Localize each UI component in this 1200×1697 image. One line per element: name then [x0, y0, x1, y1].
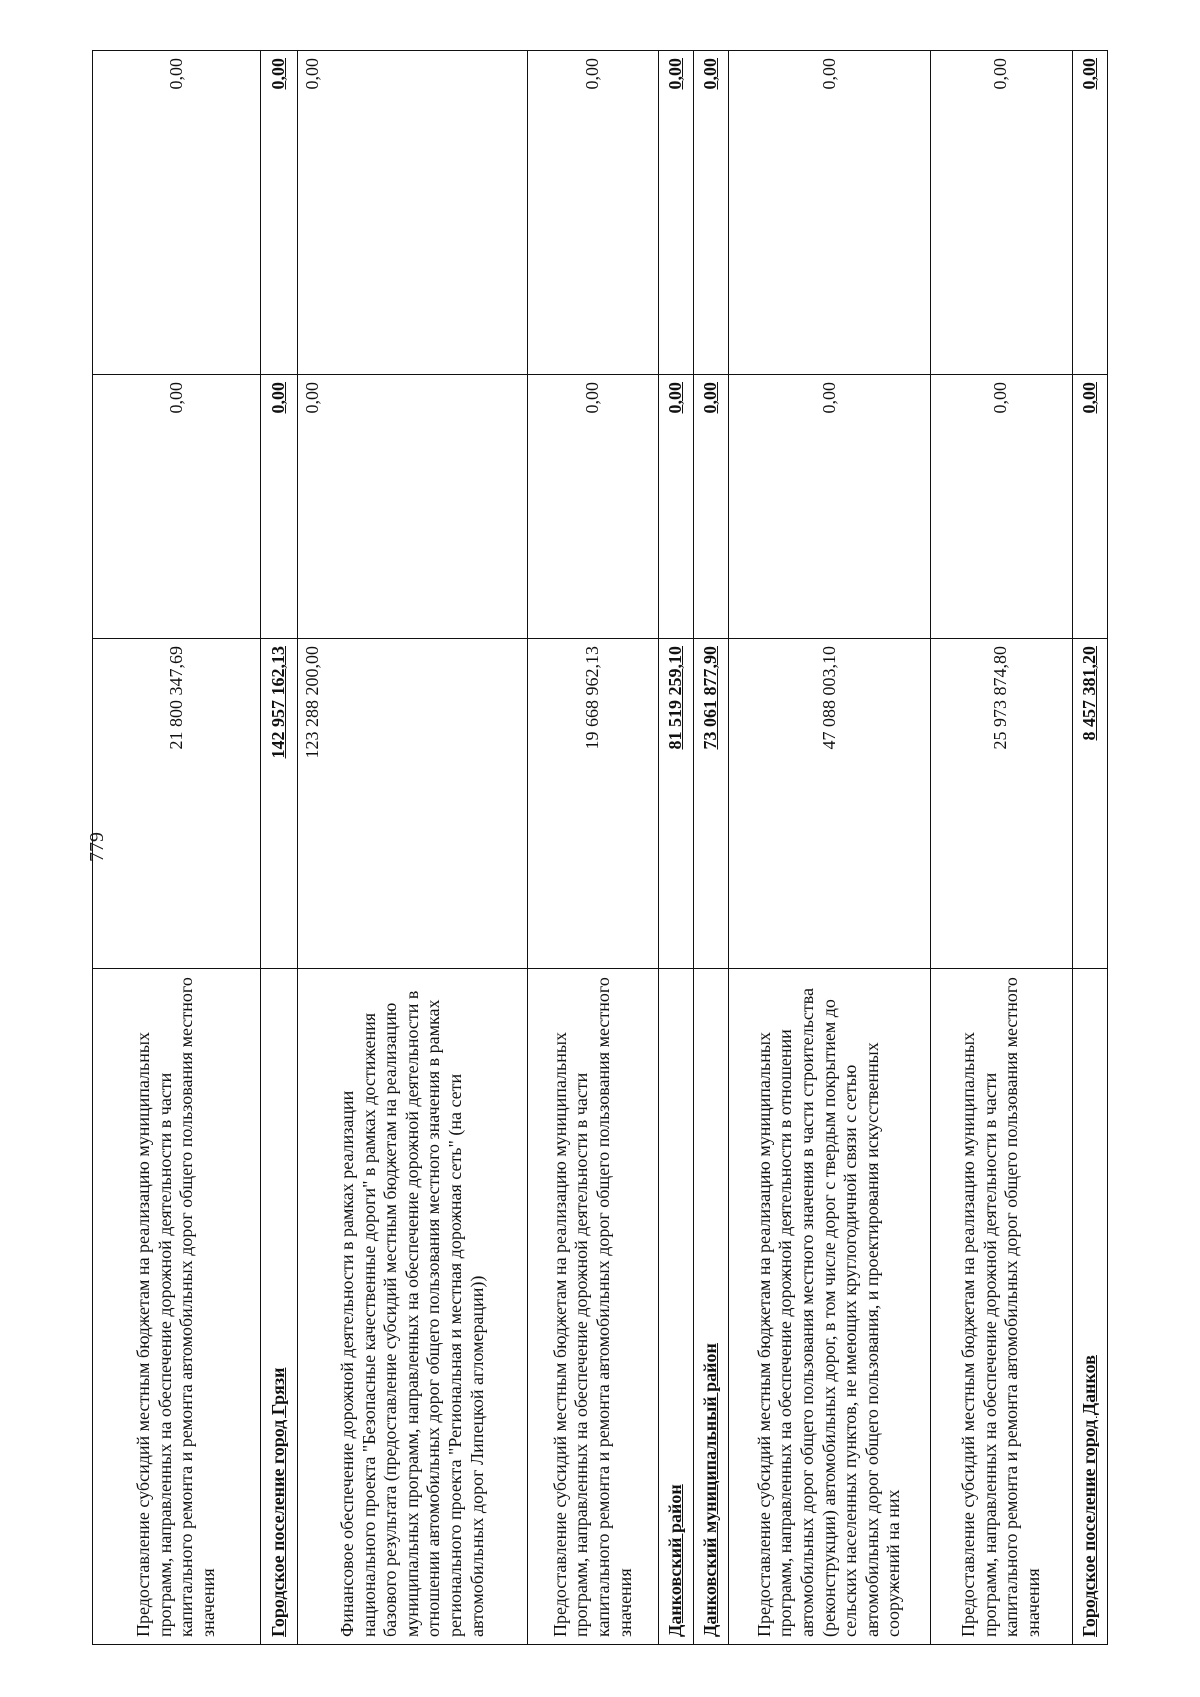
table-row-total	[693, 51, 728, 1645]
row-amount-col3: 0,00	[658, 51, 693, 375]
row-amount-col3: 0,00	[528, 51, 659, 375]
rotated-table-container	[92, 51, 1108, 1645]
table-row-total	[1072, 51, 1107, 1645]
row-amount-col3: 0,00	[1072, 51, 1107, 375]
row-amount-col1: 81 519 259,10	[658, 639, 693, 969]
row-description: Данковский район	[658, 969, 693, 1645]
row-amount-col2: 0,00	[930, 375, 1072, 639]
row-amount-col2: 0,00	[260, 375, 297, 639]
table-row-total	[260, 51, 297, 1645]
row-amount-col1: 142 957 162,13	[260, 639, 297, 969]
row-amount-col2: 0,00	[1072, 375, 1107, 639]
table-row	[93, 51, 261, 1645]
row-amount-col3: 0,00	[930, 51, 1072, 375]
row-description: Городское поселение город Грязи	[260, 969, 297, 1645]
row-amount-col1: 8 457 381,20	[1072, 639, 1107, 969]
table-row	[528, 51, 659, 1645]
row-description: Предоставление субсидий местным бюджетам на реализацию муниципальных программ, направленных на обеспечение дорожной деятельности в части капитального ремонта и ремонта автомобильных дорог общего пользования местного значения	[930, 969, 1072, 1645]
row-description: Городское поселение город Данков	[1072, 969, 1107, 1645]
row-amount-col2: 0,00	[528, 375, 659, 639]
row-amount-col1: 19 668 962,13	[528, 639, 659, 969]
row-description: Данковский муниципальный район	[693, 969, 728, 1645]
budget-table	[92, 50, 1108, 1645]
table-row	[297, 51, 527, 1645]
row-amount-col3: 0,00	[728, 51, 930, 375]
row-amount-col2: 0,00	[297, 375, 527, 639]
row-description: Предоставление субсидий местным бюджетам на реализацию муниципальных программ, направленных на обеспечение дорожной деятельности в отношении автомобильных дорог общего пользования местного значения в части строительства (реконструкции) автомобильных дорог, в том числе дорог с твердым покрытием до сельских населенных пунктов, не имеющих круглогодичной связи с сетью автомобильных дорог общего пользования, и проектирования искусственных сооружений на них	[728, 969, 930, 1645]
row-amount-col3: 0,00	[693, 51, 728, 375]
row-description: Предоставление субсидий местным бюджетам на реализацию муниципальных программ, направленных на обеспечение дорожной деятельности в части капитального ремонта и ремонта автомобильных дорог общего пользования местного значения	[93, 969, 261, 1645]
row-amount-col1: 73 061 877,90	[693, 639, 728, 969]
row-amount-col1: 21 800 347,69	[93, 639, 261, 969]
row-amount-col2: 0,00	[693, 375, 728, 639]
table-row	[930, 51, 1072, 1645]
table-row-total	[658, 51, 693, 1645]
table-row	[728, 51, 930, 1645]
page-number: 779	[86, 832, 108, 862]
row-description: Предоставление субсидий местным бюджетам на реализацию муниципальных программ, направленных на обеспечение дорожной деятельности в части капитального ремонта и ремонта автомобильных дорог общего пользования местного значения	[528, 969, 659, 1645]
row-amount-col2: 0,00	[728, 375, 930, 639]
row-amount-col1: 47 088 003,10	[728, 639, 930, 969]
row-amount-col3: 0,00	[93, 51, 261, 375]
row-amount-col2: 0,00	[658, 375, 693, 639]
row-amount-col3: 0,00	[260, 51, 297, 375]
row-amount-col1: 25 973 874,80	[930, 639, 1072, 969]
row-amount-col3: 0,00	[297, 51, 527, 375]
row-amount-col1: 123 288 200,00	[297, 639, 527, 969]
row-description: Финансовое обеспечение дорожной деятельности в рамках реализации национального проекта "Безопасные качественные дороги" в рамках достижения базового результата (предоставление субсидий местным бюджетам на реализацию муниципальных программ, направленных на обеспечение дорожной деятельности в отношении автомобильных дорог общего пользования местного значения в рамках регионального проекта "Региональная и местная дорожная сеть" (на сети автомобильных дорог Липецкой агломерации))	[297, 969, 527, 1645]
row-amount-col2: 0,00	[93, 375, 261, 639]
